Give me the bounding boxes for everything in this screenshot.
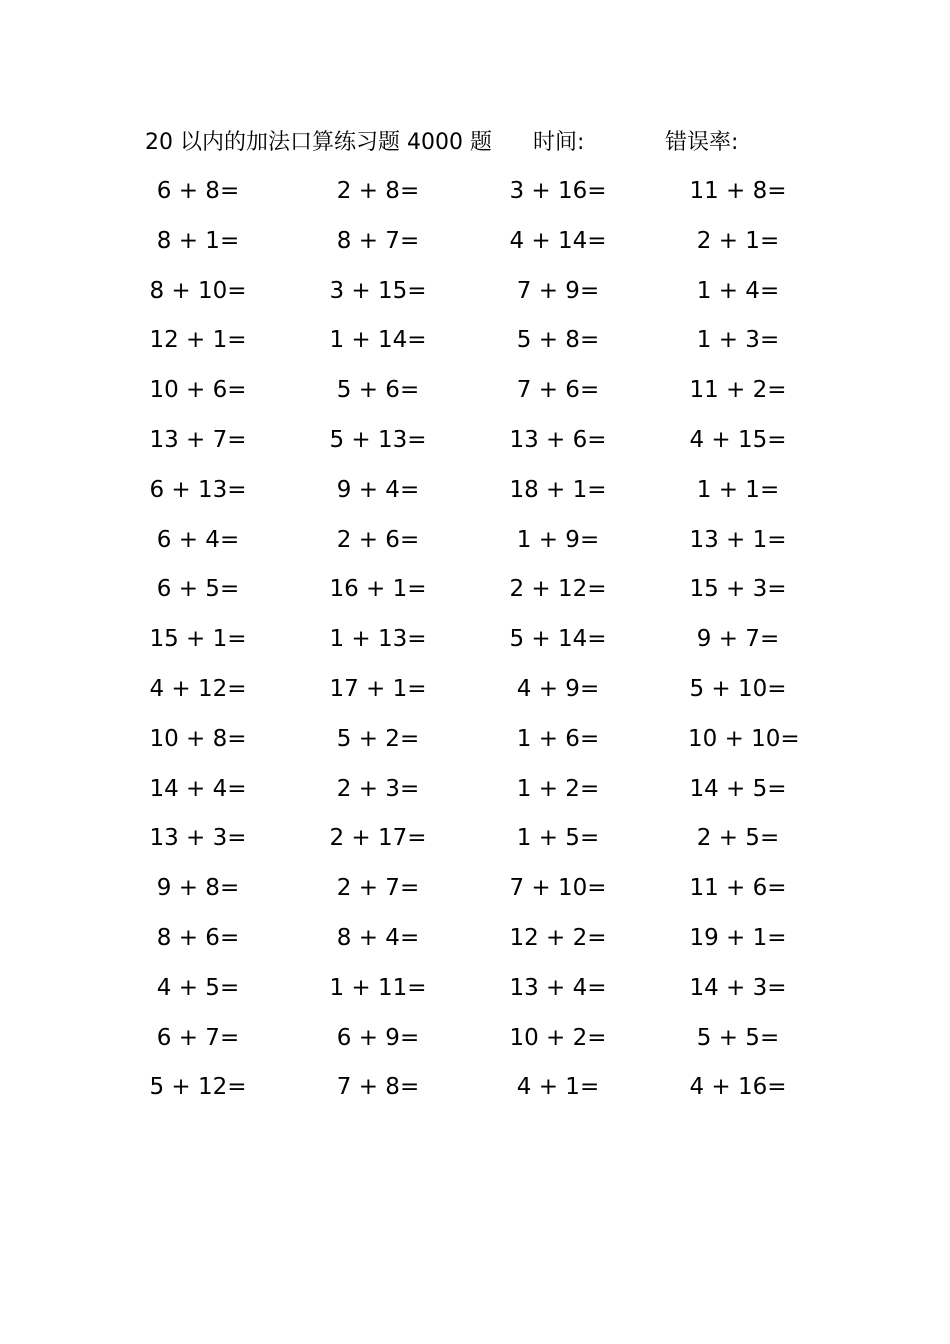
arithmetic-problem: 14 + 4= bbox=[149, 775, 247, 802]
arithmetic-problem: 6 + 8= bbox=[156, 178, 240, 204]
arithmetic-problem: 6 + 13= bbox=[149, 476, 247, 503]
arithmetic-problem: 2 + 17= bbox=[329, 825, 427, 852]
arithmetic-problem: 8 + 7= bbox=[336, 227, 420, 254]
arithmetic-problem: 7 + 8= bbox=[336, 1074, 420, 1101]
error-rate-label: 错误率: bbox=[665, 130, 739, 155]
arithmetic-problem: 2 + 3= bbox=[336, 775, 420, 802]
arithmetic-problem: 1 + 4= bbox=[696, 277, 780, 304]
arithmetic-problem: 8 + 10= bbox=[149, 277, 247, 304]
arithmetic-problem: 6 + 9= bbox=[336, 1024, 420, 1051]
arithmetic-problem: 5 + 8= bbox=[516, 327, 600, 354]
arithmetic-problem: 17 + 1= bbox=[329, 675, 427, 702]
arithmetic-problem: 7 + 10= bbox=[509, 875, 607, 902]
time-label: 时间: bbox=[533, 130, 585, 155]
arithmetic-problem: 5 + 12= bbox=[149, 1074, 247, 1101]
arithmetic-problem: 8 + 1= bbox=[156, 227, 240, 254]
arithmetic-problem: 4 + 5= bbox=[156, 974, 240, 1001]
arithmetic-problem: 7 + 9= bbox=[516, 277, 600, 304]
arithmetic-problem: 5 + 10= bbox=[689, 675, 787, 702]
arithmetic-problem: 13 + 6= bbox=[509, 426, 607, 453]
arithmetic-problem: 12 + 2= bbox=[509, 924, 607, 951]
arithmetic-problem: 14 + 5= bbox=[689, 775, 787, 802]
arithmetic-problem: 2 + 1= bbox=[696, 227, 780, 254]
arithmetic-problem: 15 + 1= bbox=[149, 626, 247, 653]
arithmetic-problem: 1 + 3= bbox=[696, 327, 780, 354]
arithmetic-problem: 1 + 11= bbox=[329, 974, 427, 1001]
arithmetic-problem: 6 + 5= bbox=[156, 576, 240, 603]
arithmetic-problem: 10 + 2= bbox=[509, 1024, 607, 1051]
arithmetic-problem: 10 + 6= bbox=[149, 377, 247, 404]
arithmetic-problem: 11 + 8= bbox=[689, 178, 787, 204]
arithmetic-problem: 13 + 1= bbox=[689, 526, 787, 553]
arithmetic-problem: 10 + 8= bbox=[149, 725, 247, 752]
arithmetic-problem: 4 + 14= bbox=[509, 227, 607, 254]
arithmetic-problem: 2 + 7= bbox=[336, 875, 420, 902]
arithmetic-problem: 5 + 2= bbox=[336, 725, 420, 752]
arithmetic-problem: 2 + 8= bbox=[336, 178, 420, 204]
arithmetic-problem: 3 + 16= bbox=[509, 178, 607, 204]
arithmetic-problem: 8 + 6= bbox=[156, 924, 240, 951]
arithmetic-problem: 4 + 16= bbox=[689, 1074, 787, 1101]
arithmetic-problem: 13 + 7= bbox=[149, 426, 247, 453]
arithmetic-problem: 5 + 6= bbox=[336, 377, 420, 404]
arithmetic-problem: 12 + 1= bbox=[149, 327, 247, 354]
arithmetic-problem: 7 + 6= bbox=[516, 377, 600, 404]
arithmetic-problem: 11 + 6= bbox=[689, 875, 787, 902]
arithmetic-problem: 1 + 1= bbox=[696, 476, 780, 503]
arithmetic-problem: 5 + 5= bbox=[696, 1024, 780, 1051]
arithmetic-problem: 10 + 10= bbox=[688, 725, 800, 752]
arithmetic-problem: 9 + 7= bbox=[696, 626, 780, 653]
arithmetic-problem: 14 + 3= bbox=[689, 974, 787, 1001]
arithmetic-problem: 4 + 9= bbox=[516, 675, 600, 702]
arithmetic-problem: 5 + 13= bbox=[329, 426, 427, 453]
arithmetic-problem: 2 + 5= bbox=[696, 825, 780, 852]
arithmetic-problem: 1 + 5= bbox=[516, 825, 600, 852]
arithmetic-problem: 13 + 3= bbox=[149, 825, 247, 852]
arithmetic-problem: 2 + 6= bbox=[336, 526, 420, 553]
arithmetic-problem: 16 + 1= bbox=[329, 576, 427, 603]
arithmetic-problem: 5 + 14= bbox=[509, 626, 607, 653]
arithmetic-problem: 19 + 1= bbox=[689, 924, 787, 951]
arithmetic-problem: 1 + 2= bbox=[516, 775, 600, 802]
arithmetic-problem: 1 + 14= bbox=[329, 327, 427, 354]
arithmetic-problem: 9 + 4= bbox=[336, 476, 420, 503]
arithmetic-problem: 1 + 13= bbox=[329, 626, 427, 653]
worksheet-title: 20 以内的加法口算练习题 4000 题 bbox=[145, 130, 492, 155]
arithmetic-problem: 11 + 2= bbox=[689, 377, 787, 404]
arithmetic-problem: 15 + 3= bbox=[689, 576, 787, 603]
arithmetic-problem: 2 + 12= bbox=[509, 576, 607, 603]
arithmetic-problem: 1 + 6= bbox=[516, 725, 600, 752]
problem-grid bbox=[148, 168, 800, 1114]
arithmetic-problem: 4 + 12= bbox=[149, 675, 247, 702]
arithmetic-problem: 3 + 15= bbox=[329, 277, 427, 304]
arithmetic-problem: 6 + 4= bbox=[156, 526, 240, 553]
worksheet-header bbox=[0, 126, 950, 160]
arithmetic-problem: 9 + 8= bbox=[156, 875, 240, 902]
arithmetic-problem: 13 + 4= bbox=[509, 974, 607, 1001]
arithmetic-problem: 4 + 1= bbox=[516, 1074, 600, 1101]
arithmetic-problem: 8 + 4= bbox=[336, 924, 420, 951]
arithmetic-problem: 4 + 15= bbox=[689, 426, 787, 453]
arithmetic-problem: 6 + 7= bbox=[156, 1024, 240, 1051]
arithmetic-problem: 1 + 9= bbox=[516, 526, 600, 553]
arithmetic-problem: 18 + 1= bbox=[509, 476, 607, 503]
